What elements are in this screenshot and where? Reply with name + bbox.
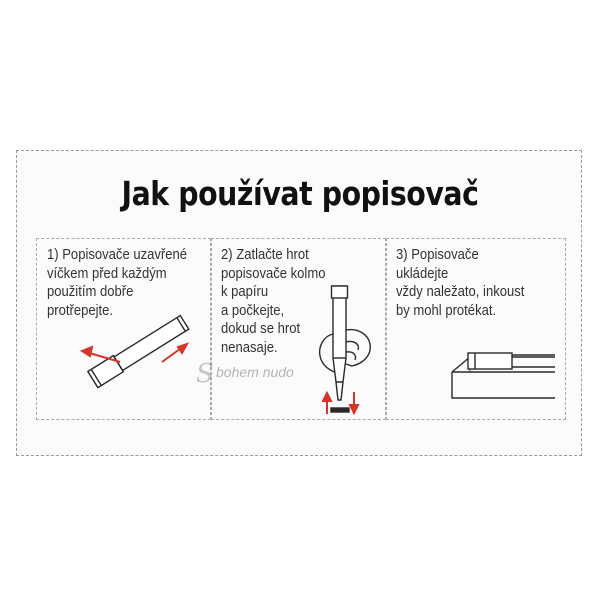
step-1-text: 1) Popisovače uzavřené víčkem před každým použitím dobře protřepejte. [47,247,188,319]
stored-marker-illustration [452,353,555,398]
page-title: Jak používat popisovač [121,174,479,213]
watermark-text: bohem nudo [216,364,294,380]
step-2-text: 2) Zatlačte hrot popisovače kolmo k papíru a počkejte, dokud se hrot nenasaje. [221,247,326,356]
step-3-text: 3) Popisovače ukládejte vždy naležato, inkoust by mohl protékat. [396,247,525,319]
shake-marker-illustration [88,314,190,387]
watermark-logo: S [196,359,214,389]
